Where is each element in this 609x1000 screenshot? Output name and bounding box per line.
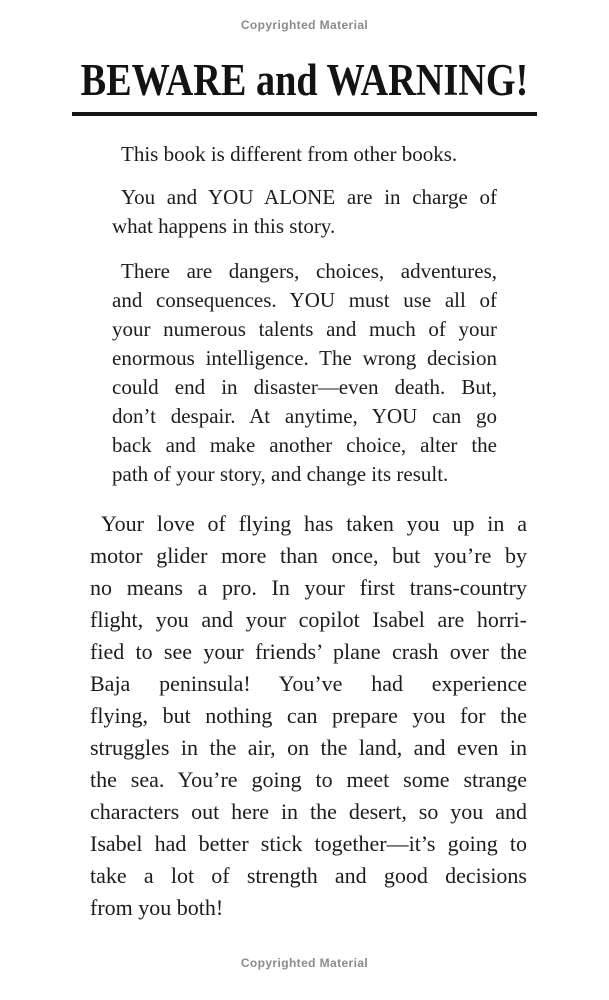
copyright-notice-top: Copyrighted Material bbox=[240, 18, 369, 32]
intro-paragraph-1 bbox=[112, 140, 497, 169]
copyright-notice-bottom: Copyrighted Material bbox=[240, 956, 369, 970]
text-line: your numerous talents and much of your bbox=[112, 317, 497, 341]
story-paragraph bbox=[90, 508, 527, 924]
text-line: flight, you and your copilot Isabel are horri- bbox=[90, 607, 527, 632]
title-underline-rule bbox=[72, 112, 537, 116]
intro-paragraph-2 bbox=[112, 183, 497, 241]
text-line: and consequences. YOU must use all of bbox=[112, 288, 497, 312]
text-line: Baja peninsula! You’ve had experience bbox=[90, 671, 527, 696]
text-line: There are dangers, choices, adventures, bbox=[121, 259, 497, 283]
text-line: characters out here in the desert, so you and bbox=[90, 799, 527, 824]
text-line: You and YOU ALONE are in charge of bbox=[121, 185, 497, 209]
text-line: enormous intelligence. The wrong decision bbox=[112, 346, 497, 370]
page-title: BEWARE and WARNING! bbox=[80, 55, 529, 105]
text-line: Your love of flying has taken you up in a bbox=[101, 511, 527, 536]
text-line: fied to see your friends’ plane crash over the bbox=[90, 639, 527, 664]
text-line: take a lot of strength and good decisions bbox=[90, 863, 527, 888]
text-line: struggles in the air, on the land, and even in bbox=[90, 735, 527, 760]
text-line: what happens in this story. bbox=[112, 214, 336, 238]
text-line: path of your story, and change its result. bbox=[112, 462, 449, 486]
text-line: the sea. You’re going to meet some strange bbox=[90, 767, 527, 792]
text-line: could end in disaster—even death. But, bbox=[112, 375, 497, 399]
text-line: from you both! bbox=[90, 895, 224, 920]
intro-paragraph-3 bbox=[112, 257, 497, 489]
text-line: flying, but nothing can prepare you for the bbox=[90, 703, 527, 728]
text-line: This book is different from other books. bbox=[121, 142, 458, 166]
text-line: don’t despair. At anytime, YOU can go bbox=[112, 404, 497, 428]
intro-block bbox=[112, 140, 497, 489]
text-line: back and make another choice, alter the bbox=[112, 433, 497, 457]
text-line: Isabel had better stick together—it’s going to bbox=[90, 831, 527, 856]
text-line: motor glider more than once, but you’re by bbox=[90, 543, 527, 568]
text-line: no means a pro. In your first trans-country bbox=[90, 575, 527, 600]
